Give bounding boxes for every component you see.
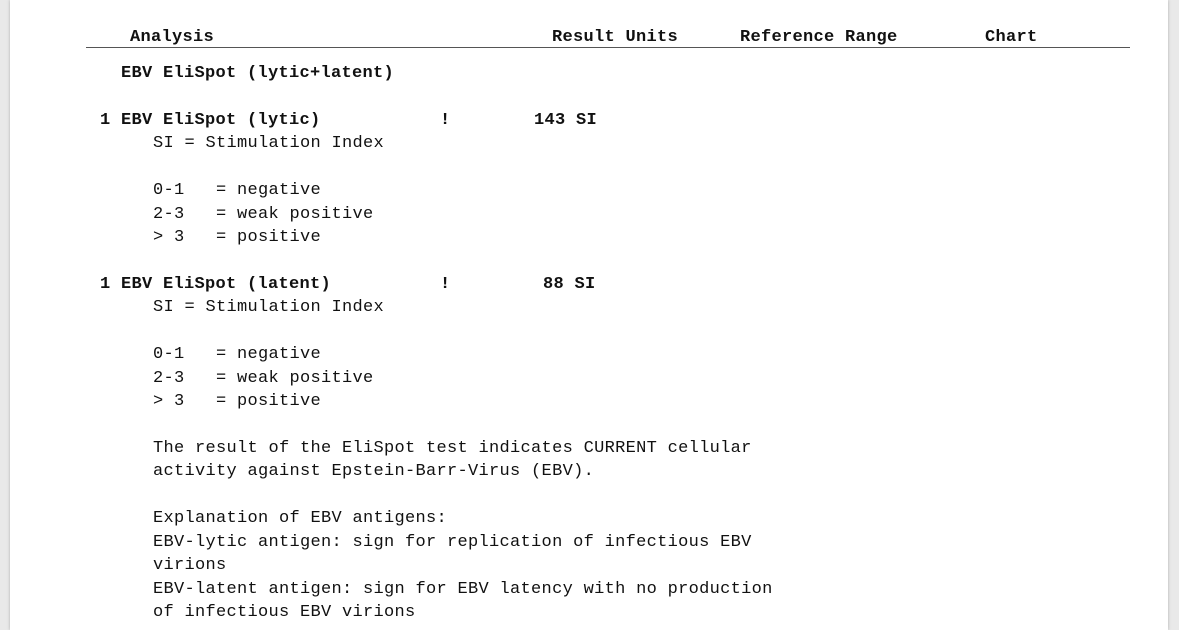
- test-index: 1: [100, 275, 111, 294]
- scale-meaning: = weak positive: [216, 369, 374, 388]
- header-analysis: Analysis: [130, 28, 215, 47]
- header-chart: Chart: [985, 28, 1038, 47]
- test-result: 88 SI: [543, 275, 596, 294]
- test-index: 1: [100, 111, 111, 130]
- lytic-explanation-line: virions: [153, 556, 227, 575]
- result-note-line: The result of the EliSpot test indicates CURRENT cellular: [153, 439, 752, 458]
- test-result: 143 SI: [534, 111, 598, 130]
- si-definition: SI = Stimulation Index: [153, 298, 385, 317]
- si-definition: SI = Stimulation Index: [153, 134, 385, 153]
- report-page: [10, 0, 1168, 630]
- scale-range: 0-1: [153, 181, 185, 200]
- scale-meaning: = positive: [216, 228, 322, 247]
- header-rule: [86, 47, 1130, 48]
- scale-meaning: = negative: [216, 345, 322, 364]
- group-title: EBV EliSpot (lytic+latent): [121, 64, 395, 83]
- scale-range: 2-3: [153, 205, 185, 224]
- scale-range: > 3: [153, 392, 185, 411]
- scale-range: > 3: [153, 228, 185, 247]
- scale-meaning: = positive: [216, 392, 322, 411]
- explanation-title: Explanation of EBV antigens:: [153, 509, 448, 528]
- lytic-explanation-line: EBV-lytic antigen: sign for replication of infectious EBV: [153, 533, 752, 552]
- test-name: EBV EliSpot (lytic): [121, 111, 321, 130]
- latent-explanation-line: EBV-latent antigen: sign for EBV latency with no production: [153, 580, 773, 599]
- header-result-units: Result Units: [552, 28, 679, 47]
- scale-range: 0-1: [153, 345, 185, 364]
- header-reference-range: Reference Range: [740, 28, 898, 47]
- latent-explanation-line: of infectious EBV virions: [153, 603, 416, 622]
- abnormal-flag: !: [440, 111, 451, 130]
- scale-range: 2-3: [153, 369, 185, 388]
- scale-meaning: = negative: [216, 181, 322, 200]
- abnormal-flag: !: [440, 275, 451, 294]
- scale-meaning: = weak positive: [216, 205, 374, 224]
- result-note-line: activity against Epstein-Barr-Virus (EBV).: [153, 462, 595, 481]
- test-name: EBV EliSpot (latent): [121, 275, 332, 294]
